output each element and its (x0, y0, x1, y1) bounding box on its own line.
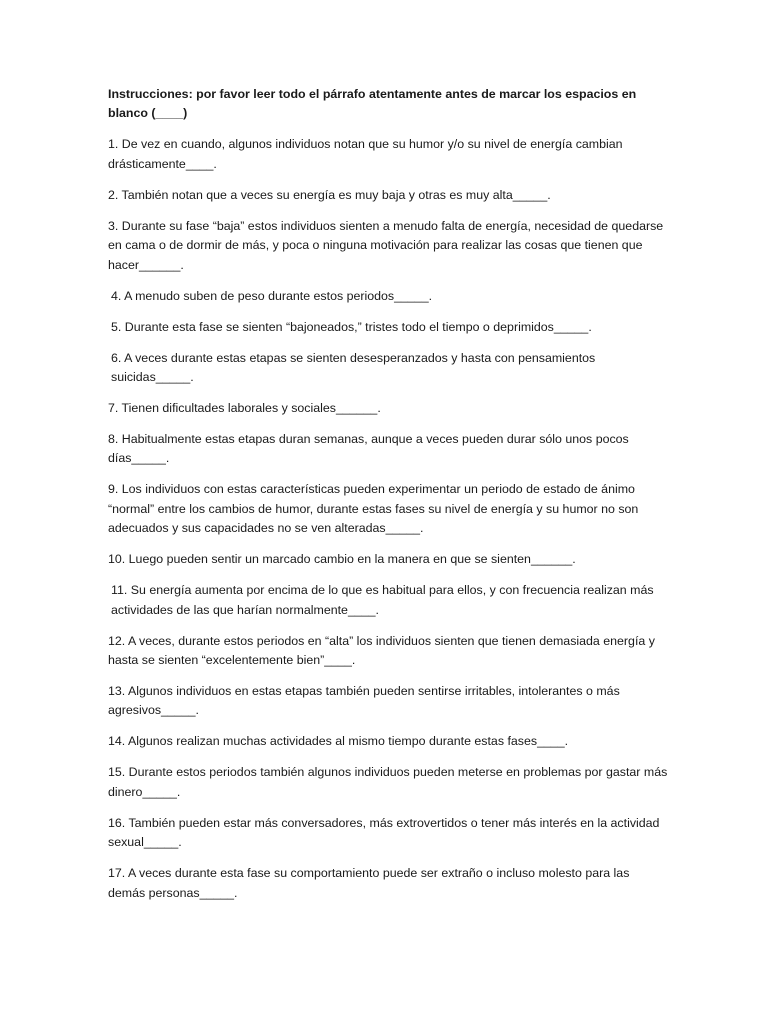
question-17: 17. A veces durante esta fase su comportamiento puede ser extraño o incluso molesto para las demás personas_____. (108, 866, 630, 900)
question-10: 10. Luego pueden sentir un marcado cambio en la manera en que se sienten______. (108, 552, 576, 567)
question-4: 4. A menudo suben de peso durante estos periodos_____. (111, 288, 433, 303)
instructions-text: Instrucciones: por favor leer todo el párrafo atentamente antes de marcar los espacios en blanco (____) (108, 87, 637, 121)
question-2: 2. También notan que a veces su energía es muy baja y otras es muy alta_____. (108, 187, 551, 202)
question-16: 16. También pueden estar más conversadores, más extrovertidos o tener más interés en la actividad sexual_____. (108, 815, 660, 850)
question-6: 6. A veces durante estas etapas se sienten desesperanzados y hasta con pensamientos suicidas_____. (111, 350, 596, 385)
question-11: 11. Su energía aumenta por encima de lo que es habitual para ellos, y con frecuencia realizan más actividades de las que harían normalmente____. (111, 583, 654, 617)
question-8: 8. Habitualmente estas etapas duran semanas, aunque a veces pueden durar sólo unos pocos días_____. (108, 432, 629, 466)
question-1: 1. De vez en cuando, algunos individuos notan que su humor y/o su nivel de energía cambian drásticamente____. (108, 137, 623, 171)
question-3: 3. Durante su fase “baja” estos individuos sienten a menudo falta de energía, necesidad de quedarse en cama o de dormir de más, y poca o ninguna motivación para realizar las cosas que tienen que hacer______. (108, 218, 664, 272)
document-page (108, 85, 668, 915)
question-9: 9. Los individuos con estas características pueden experimentar un periodo de estado de ánimo “normal” entre los cambios de humor, durante estas fases su nivel de energía y su humor no son adecuados y sus capacidades no se ven alteradas_____. (108, 482, 639, 536)
question-7: 7. Tienen dificultades laborales y sociales______. (108, 401, 381, 416)
question-13: 13. Algunos individuos en estas etapas también pueden sentirse irritables, intolerantes o más agresivos_____. (108, 684, 620, 718)
question-14: 14. Algunos realizan muchas actividades al mismo tiempo durante estas fases____. (108, 734, 569, 749)
question-15: 15. Durante estos periodos también algunos individuos pueden meterse en problemas por gastar más dinero_____. (108, 765, 668, 799)
question-5: 5. Durante esta fase se sienten “bajoneados,” tristes todo el tiempo o deprimidos_____. (111, 319, 592, 334)
question-12: 12. A veces, durante estos periodos en “alta” los individuos sienten que tienen demasiada energía y hasta se sienten “excelentemente bien”____. (108, 633, 655, 668)
